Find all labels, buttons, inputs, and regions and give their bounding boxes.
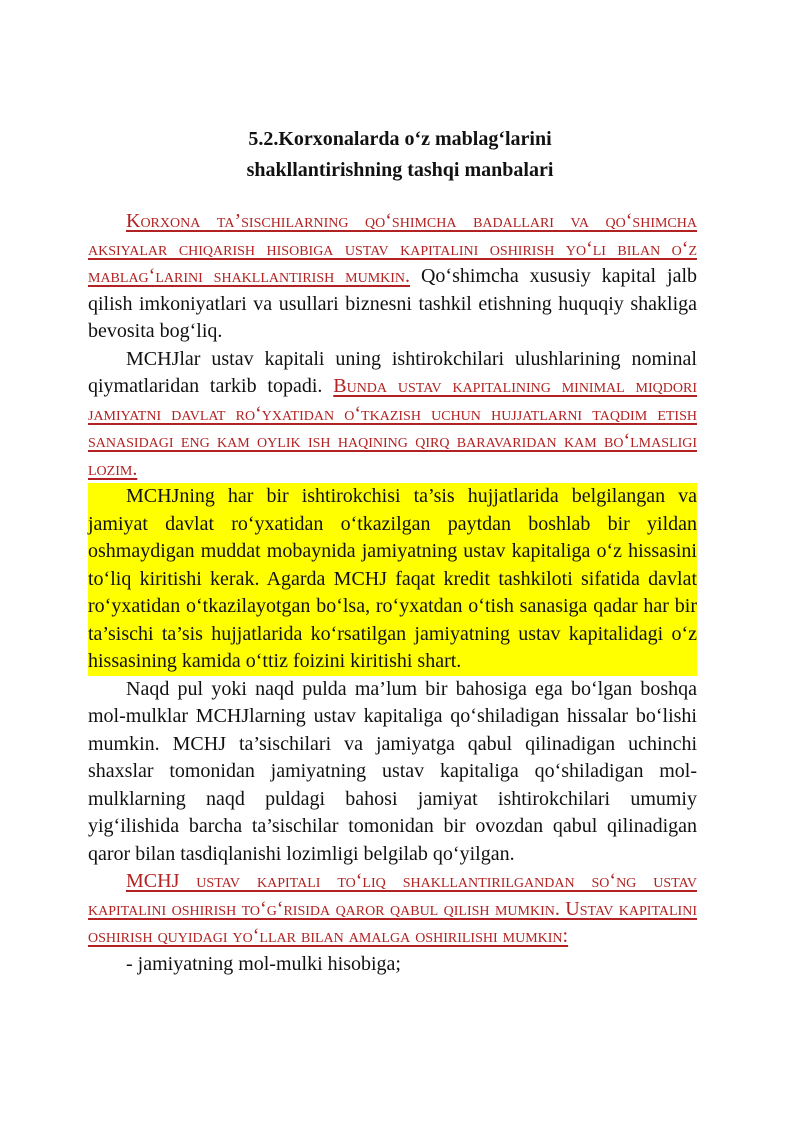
title-line-1: 5.2.Korxonalarda o‘z mablag‘larini — [248, 128, 552, 150]
paragraph-5 — [88, 868, 697, 951]
paragraph-text: Qo‘shimcha xususiy kapital jalb qilish imkoniyatlari va usullari biznesni tashkil etishning huquqiy shakliga bevosita bog‘liq. — [88, 265, 698, 342]
paragraph-text: Naqd pul yoki naqd pulda ma’lum bir bahosiga ega bo‘lgan boshqa mol-mulklar MCHJlarning ustav kapitaliga qo‘shiladigan hissalar bo‘lishi mumkin. MCHJ ta’sischilari va jamiyatga qabul qilinadigan uchinchi shaxslar tomonidan jamiyatning ustav kapitaliga qo‘shiladigan mol-mulklarning naqd puldagi bahosi jamiyat ishtirokchilari umumiy yig‘ilishida barcha ta’sischilar tomonidan bir ovozdan qabul qilinadigan qaror bilan tasdiqlanishi lozimligi belgilab qo‘yilgan. — [88, 677, 697, 865]
tracked-change-text: Korxona ta’sischilarning qo‘shimcha badallari va qo‘shimcha aksiyalar chiqarish hisobiga ustav kapitalini oshirish yo‘li bilan o‘z mablag‘larini shakllantirish mumkin. — [88, 210, 697, 287]
paragraph-text: MCHJning har bir ishtirokchisi ta’sis hujjatlarida belgilangan va jamiyat davlat ro‘yxatidan o‘tkazilgan paytdan boshlab bir yildan oshmaydigan muddat mobaynida jamiyatning ustav kapitaliga o‘z hissasini to‘liq kiritishi kerak. Agarda MCHJ faqat kredit tashkiloti sifatida davlat ro‘yxatidan o‘tkazilayotgan bo‘lsa, ro‘yxatdan o‘tish sanasiga qadar har bir ta’sischi ta’sis hujjatlarida ko‘rsatilgan jamiyatning ustav kapitalidagi o‘z hissasining kamida o‘ttiz foizini kiritishi shart. — [88, 485, 697, 672]
title-line-2: shakllantirishning tashqi manbalari — [246, 159, 554, 181]
paragraph-1 — [88, 208, 697, 346]
paragraph-2 — [88, 346, 697, 484]
list-item-text: - jamiyatning mol-mulki hisobiga; — [126, 952, 401, 975]
paragraph-4 — [88, 676, 697, 869]
list-item — [88, 951, 697, 979]
tracked-change-text: Bunda ustav kapitalining minimal miqdori jamiyatni davlat ro‘yxatidan o‘tkazish uchun hujjatlarni taqdim etish sanasidagi eng kam oylik ish haqining qirq baravaridan kam bo‘lmasligi lozim. — [88, 375, 697, 480]
tracked-change-text: MCHJ ustav kapitali to‘liq shakllantirilgandan so‘ng ustav kapitalini oshirish to‘g‘risida qaror qabul qilish mumkin. Ustav kapitalini oshirish quyidagi yo‘llar bilan amalga oshirilishi mumkin: — [88, 870, 697, 947]
section-title — [0, 124, 800, 186]
paragraph-text: MCHJlar ustav kapitali uning ishtirokchilari ulushlarining nominal qiymatlaridan tarkib topadi. — [88, 347, 697, 397]
document-body — [88, 208, 697, 978]
highlighted-paragraph — [88, 483, 697, 676]
